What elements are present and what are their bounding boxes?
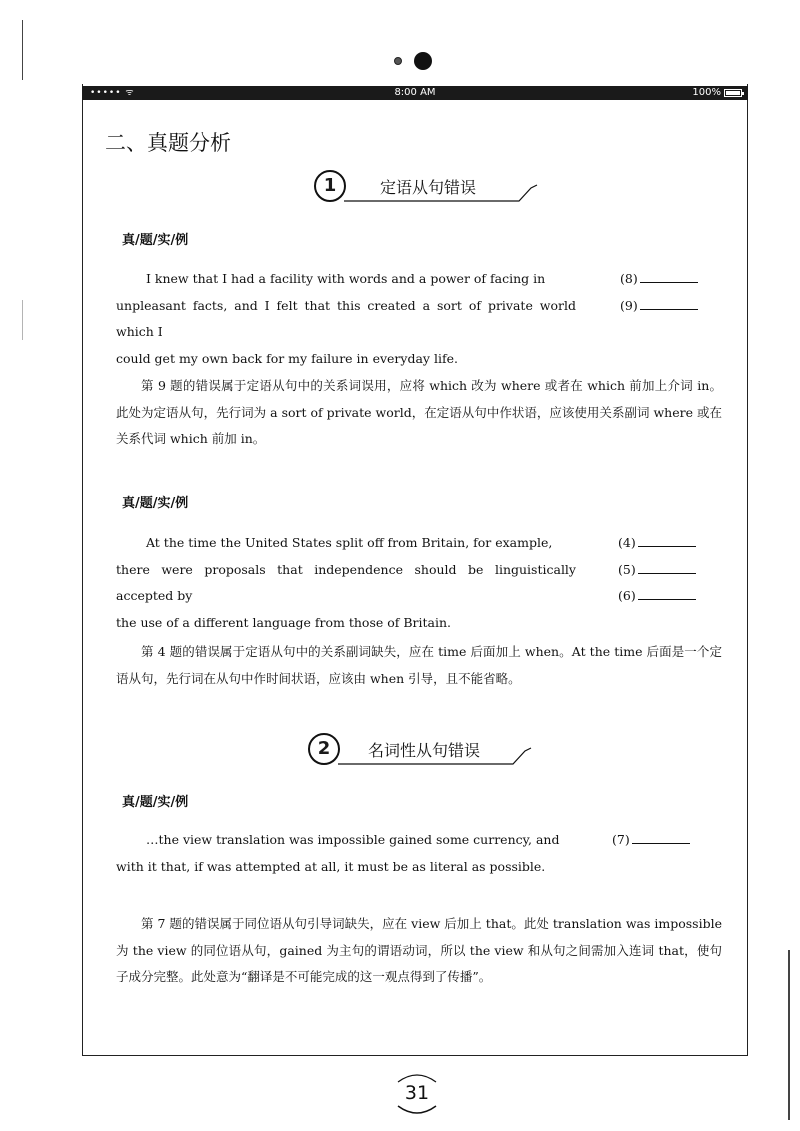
example-label-2: 真/题/实/例 <box>122 496 189 511</box>
section-title: 二、真题分析 <box>105 131 231 155</box>
explanation-1: 第 9 题的错误属于定语从句中的关系词误用，应将 which 改为 where 或者在 which 前加上介词 in。此处为定语从句，先行词为 a sort of private world，在定语从句中作状语，应该使用关系副词 where 或在关系代词 which 前加 in。 <box>116 378 722 446</box>
answer-blank[interactable]: (9) <box>620 293 698 320</box>
page-number: 31 <box>404 1082 430 1104</box>
battery-icon <box>724 89 742 97</box>
answer-blank[interactable]: (6) <box>618 583 696 610</box>
subsection-header-2 <box>308 733 533 773</box>
answer-blank[interactable]: (4) <box>618 530 696 557</box>
example-line: could get my own back for my failure in everyday life. <box>116 350 458 366</box>
example-text-3 <box>116 827 576 880</box>
subsection-title: 定语从句错误 <box>380 178 477 197</box>
subsection-title: 名词性从句错误 <box>368 741 481 760</box>
scan-margin-left-2 <box>22 300 23 340</box>
subsection-number: 2 <box>308 733 340 765</box>
page-number-badge <box>392 1068 442 1120</box>
explanation-3: 第 7 题的错误属于同位语从句引导词缺失，应在 view 后加上 that。此处 translation was impossible 为 the view 的同位语从句，gained 为主句的谓语动词，所以 the view 和从句之间需加入连词 that，使句子成分完整。此处意为“翻译是不可能完成的这一观点得到了传播”。 <box>116 916 722 984</box>
example-label-3: 真/题/实/例 <box>122 795 189 810</box>
status-bar <box>82 86 748 100</box>
answer-blanks-3 <box>612 827 690 854</box>
camera-sensor-icon <box>394 57 402 65</box>
example-line: unpleasant facts, and I felt that this created a sort of private world which I <box>116 297 576 339</box>
battery-indicator <box>692 86 742 100</box>
example-line: …the view translation was impossible gained some currency, and <box>146 832 560 847</box>
answer-blank[interactable]: (7) <box>612 827 690 854</box>
example-text-1 <box>116 266 576 372</box>
answer-blank[interactable]: (8) <box>620 266 698 293</box>
signal-wifi-icon: ••••• ᯤ <box>90 88 135 98</box>
example-line: there were proposals that independence should be linguistically accepted by <box>116 561 576 603</box>
scan-margin-right <box>788 950 790 1120</box>
answer-blanks-2 <box>618 530 696 610</box>
example-line: At the time the United States split off from Britain, for example, <box>146 535 553 550</box>
explanation-2: 第 4 题的错误属于定语从句中的关系副词缺失，应在 time 后面加上 when。At the time 后面是一个定语从句，先行词在从句中作时间状语，应该由 when 引导，且不能省略。 <box>116 644 722 686</box>
answer-blanks-1 <box>620 266 698 319</box>
example-line: the use of a different language from those of Britain. <box>116 614 452 630</box>
subsection-number: 1 <box>314 170 346 202</box>
camera-lens-icon <box>414 52 432 70</box>
device-camera <box>0 52 800 70</box>
battery-percent: 100% <box>692 87 721 98</box>
answer-blank[interactable]: (5) <box>618 557 696 584</box>
status-time: 8:00 AM <box>394 87 436 98</box>
example-text-2 <box>116 530 576 636</box>
example-label-1: 真/题/实/例 <box>122 233 189 248</box>
scan-margin-left <box>22 20 23 80</box>
subsection-header-1 <box>314 170 539 210</box>
example-line: with it that, if was attempted at all, it must be as literal as possible. <box>116 858 546 874</box>
example-line: I knew that I had a facility with words and a power of facing in <box>146 271 546 286</box>
